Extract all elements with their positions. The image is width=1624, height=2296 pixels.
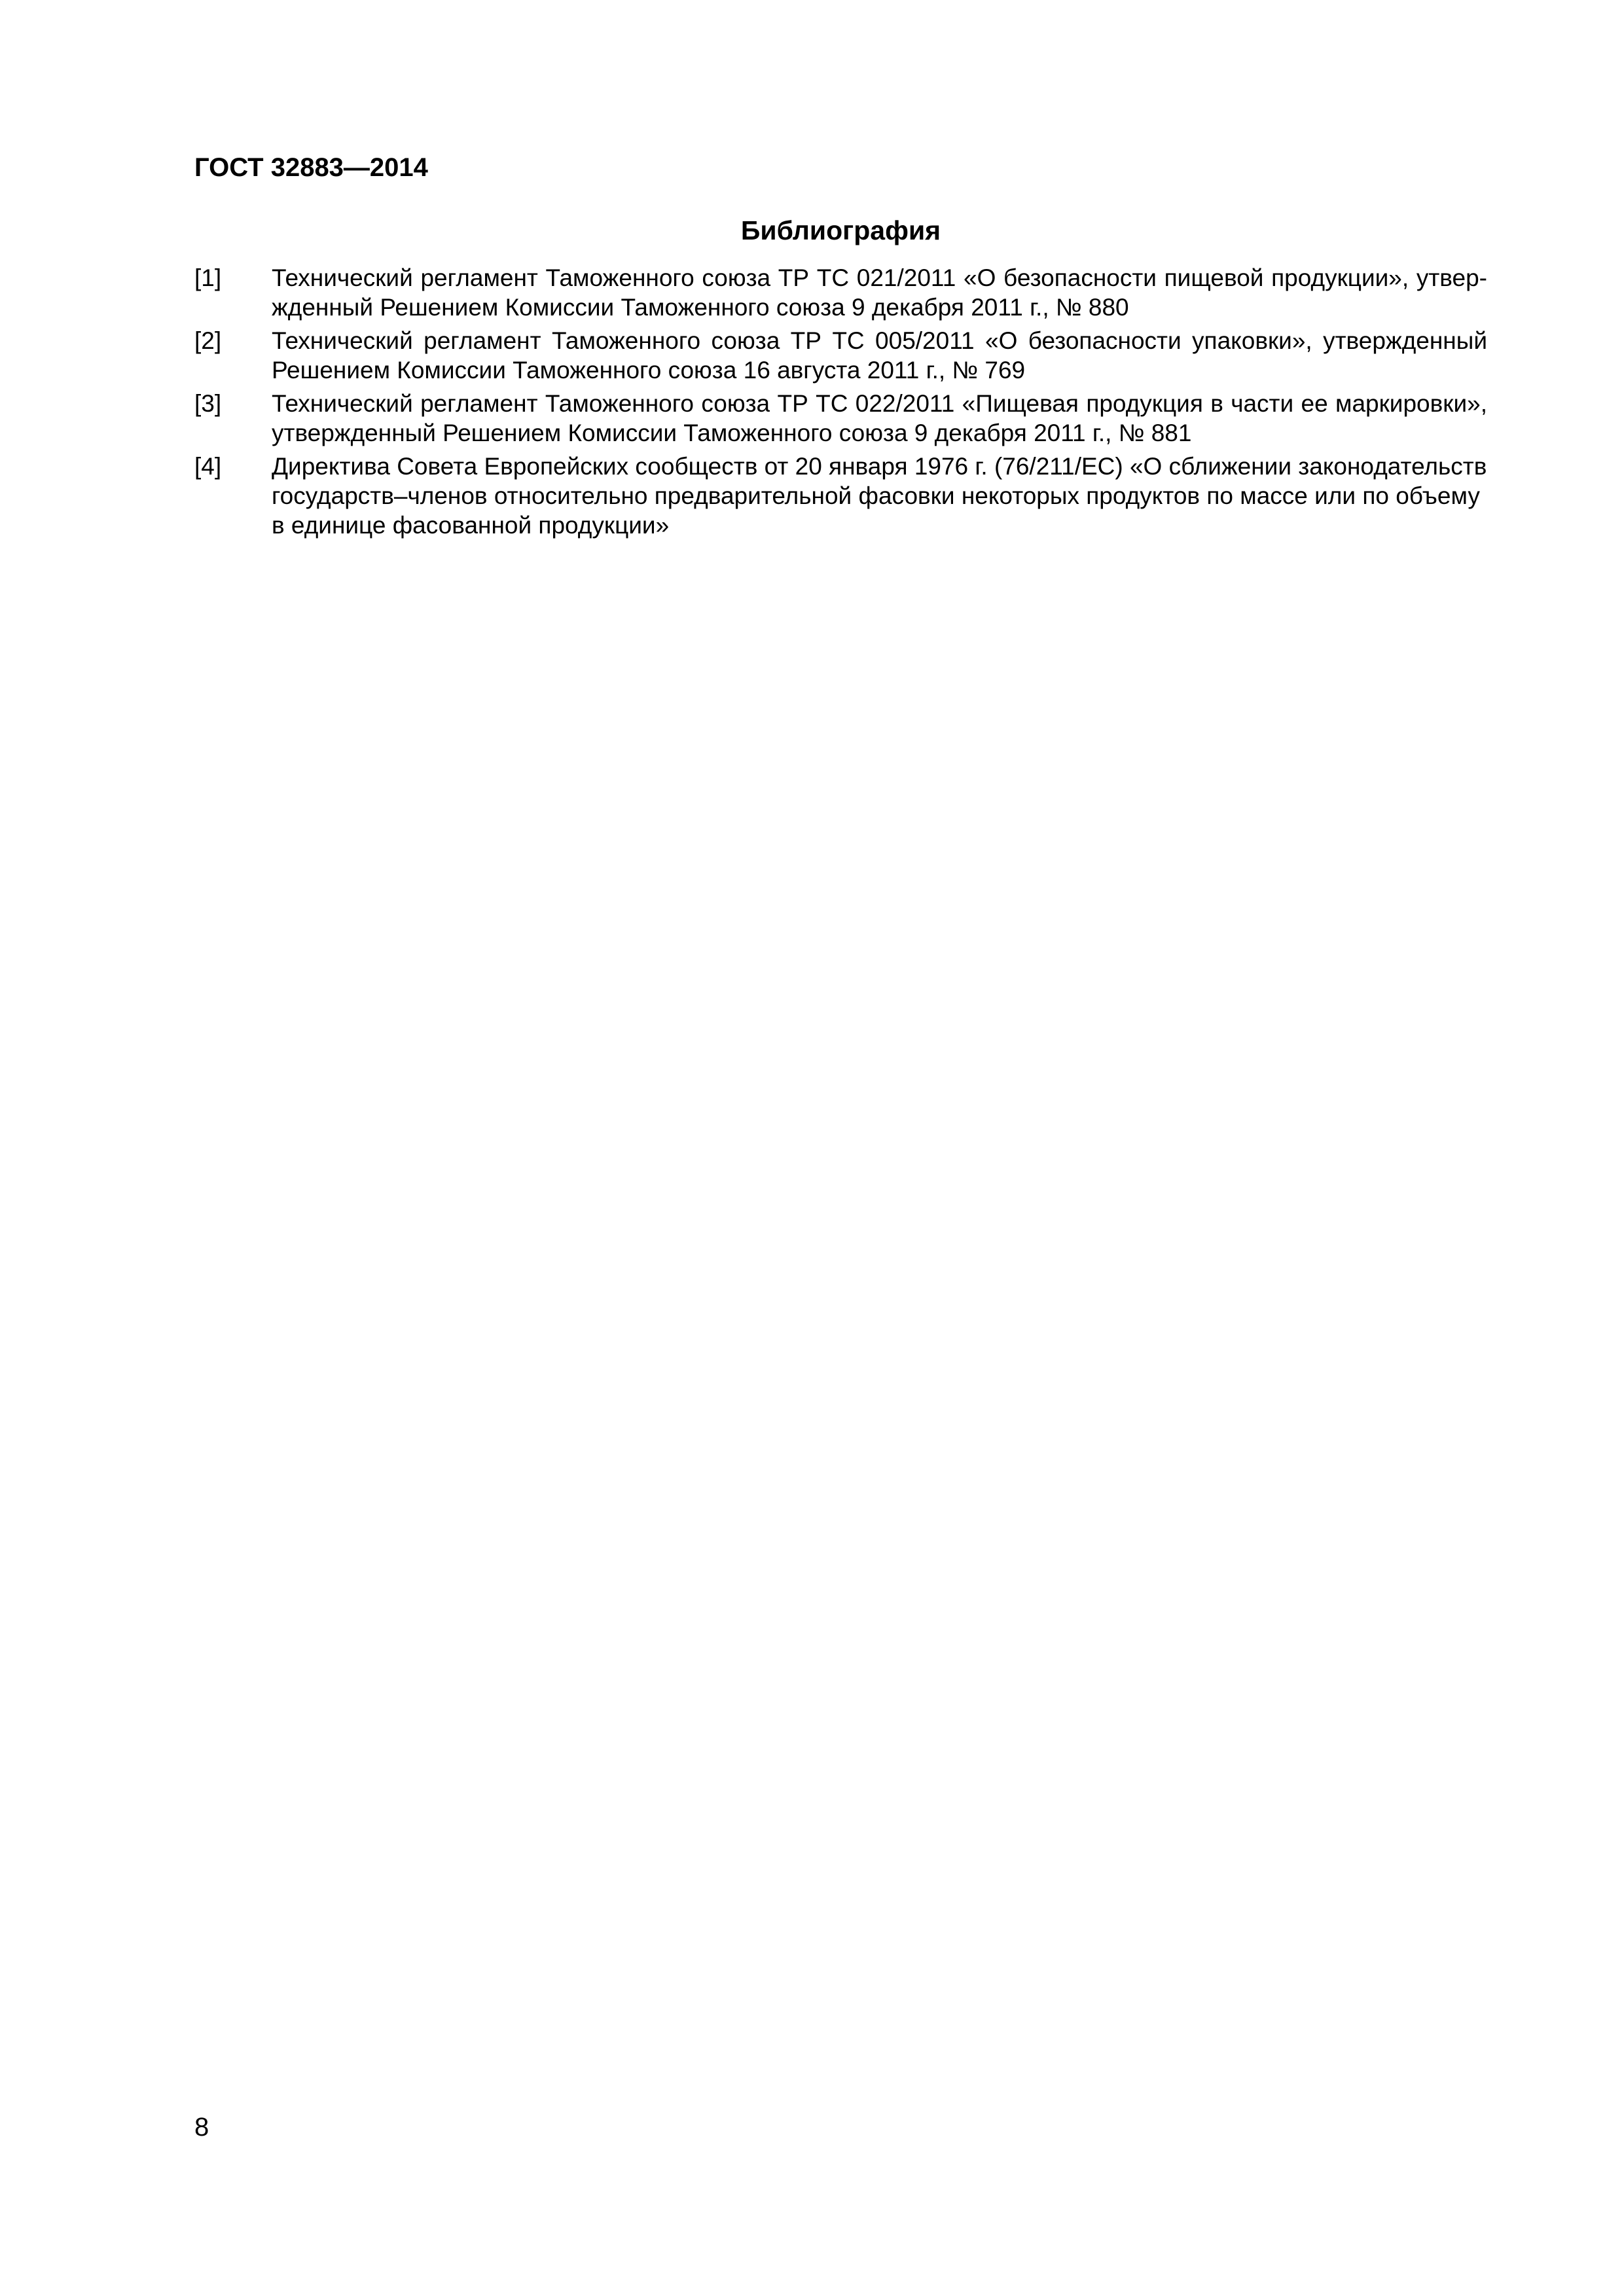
bibliography-entry-number: [2] xyxy=(194,327,222,354)
bibliography-entry xyxy=(194,389,1487,448)
document-code: ГОСТ 32883—2014 xyxy=(194,153,428,182)
bibliography-title: Библиография xyxy=(740,215,941,245)
bibliography-entry-number: [1] xyxy=(194,264,222,291)
bibliography-list xyxy=(194,263,1487,544)
bibliography-entry xyxy=(194,263,1487,322)
bibliography-entry-number: [3] xyxy=(194,390,222,417)
bibliography-entry xyxy=(194,326,1487,385)
bibliography-entry-text: Директива Совета Европейских сообществ от 20 января 1976 г. (76/211/ЕС) «О сближении законодательств государств–членов относительно предварительной фасовки некоторых продуктов по массе или по объему в единице фасованной продукции» xyxy=(272,453,1487,539)
bibliography-entry-text: Технический регламент Таможенного союза ТР ТС 005/2011 «О безопасности упаковки», утвержденный Решением Комиссии Таможенного союза 16 августа 2011 г., № 769 xyxy=(272,327,1487,384)
bibliography-entry xyxy=(194,452,1487,540)
bibliography-entry-text: Технический регламент Таможенного союза ТР ТС 022/2011 «Пищевая продукция в части ее маркировки», утвержденный Решением Комиссии Таможенного союза 9 декабря 2011 г., № 881 xyxy=(272,390,1487,446)
bibliography-entry-number: [4] xyxy=(194,453,222,480)
bibliography-entry-text: Технический регламент Таможенного союза ТР ТС 021/2011 «О безопасности пищевой продукции», утвер-жденный Решением Комиссии Таможенного союза 9 декабря 2011 г., № 880 xyxy=(272,264,1487,321)
page-number: 8 xyxy=(194,2113,209,2142)
